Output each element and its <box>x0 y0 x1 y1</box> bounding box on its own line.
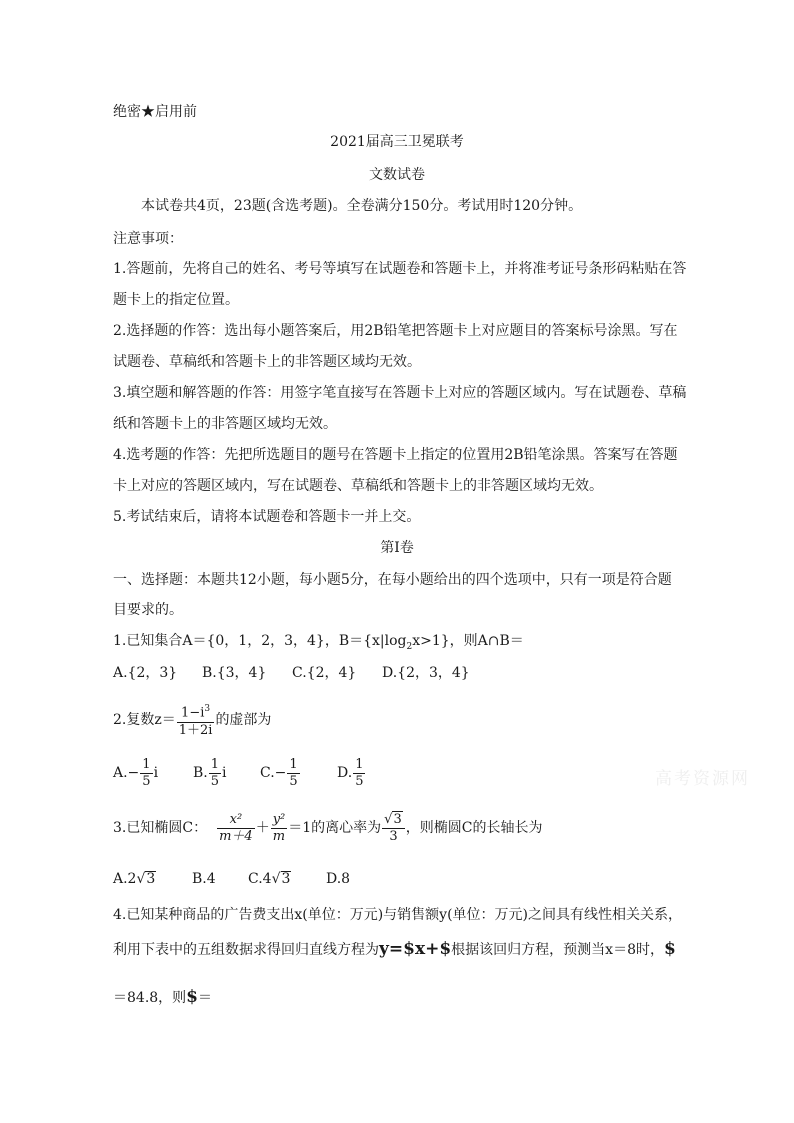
regression-equation-glyph: y=$x+$ <box>379 939 452 959</box>
watermark: 高考资源网 <box>655 769 750 789</box>
q3-c-prefix: C.4 <box>248 871 272 887</box>
q2-a-den: 5 <box>142 773 151 789</box>
note-1-line-1: 1.答题前，先将自己的姓名、考号等填写在试题卷和答题卡上，并将准考证号条形码粘贴在答 <box>113 261 687 277</box>
subject-title: 文数试卷 <box>369 167 425 183</box>
q3-option-a: A.2√3 <box>113 871 156 887</box>
q2-stem-part-a: 2.复数z＝ <box>113 712 176 728</box>
question-1-stem <box>113 632 524 656</box>
exam-intro: 本试卷共4页，23题(含选考题)。全卷满分150分。考试用时120分钟。 <box>141 198 583 214</box>
q2-b-prefix: B. <box>193 765 208 781</box>
q1-option-a: A.{2，3} <box>113 665 178 681</box>
q2-option-b <box>193 754 227 792</box>
q3-plus: ＋ <box>255 820 270 836</box>
q2-a-prefix: A.− <box>113 765 140 781</box>
q1-log-base: 2 <box>406 641 413 652</box>
q4-line-3 <box>113 988 212 1007</box>
q3-stem-part-b: ，则椭圆C的长轴长为 <box>405 820 543 836</box>
b-hat-glyph: $ <box>186 987 199 1007</box>
note-2-line-1: 2.选择题的作答：选出每小题答案后，用2B铅笔把答题卡上对应题目的答案标号涂黑。写在 <box>113 323 678 339</box>
confidential-label: 绝密★启用前 <box>113 104 197 120</box>
q3-c-radicand: 3 <box>281 871 291 887</box>
q3-f2-den: m <box>272 828 286 844</box>
note-1-line-2: 题卡上的指定位置。 <box>113 292 239 308</box>
notes-title: 注意事项： <box>113 231 183 247</box>
q3-fraction-x <box>217 812 255 845</box>
q3-f2-num: y² <box>272 811 286 827</box>
q3-fraction-e: $\frac{√3}{3}$ <box>382 811 405 845</box>
q4-line-1: 4.已知某种商品的广告费支出x(单位：万元)与销售额y(单位：万元)之间具有线性相关关系， <box>113 907 683 923</box>
note-3-line-1: 3.填空题和解答题的作答：用签字笔直接写在答题卡上对应的答题区域内。写在试题卷、草稿 <box>113 385 687 401</box>
q4-line-2-part-a: 利用下表中的五组数据求得回归直线方程为 <box>113 942 379 958</box>
q2-exponent: 3 <box>204 704 211 715</box>
q1-option-b: B.{3，4} <box>202 665 267 681</box>
q4-line-2-part-b: 根据该回归方程，预测当x＝8时， <box>451 942 664 958</box>
q4-line-3-part-a: ＝84.8，则 <box>113 990 187 1006</box>
q2-a-suffix: i <box>153 765 159 781</box>
q2-c-num: 1 <box>289 756 298 772</box>
question-2-stem <box>113 700 271 740</box>
q2-denominator: 1＋2i <box>178 722 213 738</box>
note-2-line-2: 试题卷、草稿纸和答题卡上的非答题区域均无效。 <box>113 354 421 370</box>
q3-stem-part-a: 3.已知椭圆C： <box>113 820 208 836</box>
q2-fraction <box>177 701 215 738</box>
q3-a-prefix: A.2 <box>113 871 137 887</box>
section-desc-line-2: 目要求的。 <box>113 602 183 618</box>
q2-numerator: 1−i <box>181 705 205 721</box>
q1-option-d: D.{2，3，4} <box>382 665 470 681</box>
note-4-line-1: 4.选考题的作答：先把所选题目的题号在答题卡上指定的位置用2B铅笔涂黑。答案写在答题 <box>113 447 678 463</box>
q2-b-den: 5 <box>210 773 220 789</box>
note-3-line-2: 纸和答题卡上的非答题区域均无效。 <box>113 416 337 432</box>
q2-option-d <box>337 754 366 792</box>
note-5: 5.考试结束后，请将本试题卷和答题卡一并上交。 <box>113 509 421 525</box>
q3-f3-radicand: 3 <box>393 812 402 827</box>
question-3-stem <box>113 808 542 848</box>
q2-option-c <box>260 754 301 792</box>
section-title: 第I卷 <box>380 540 414 556</box>
q4-line-3-part-b: ＝ <box>198 990 213 1006</box>
q2-stem-part-b: 的虚部为 <box>215 712 272 728</box>
q2-option-a <box>113 754 158 792</box>
q3-option-d: D.8 <box>326 871 351 887</box>
note-4-line-2: 卡上对应的答题区域内，写在试题卷、草稿纸和答题卡上的非答题区域均无效。 <box>113 478 603 494</box>
q3-a-radicand: 3 <box>146 871 156 887</box>
q1-stem-part-b: x>1}，则A∩B＝ <box>412 633 524 649</box>
q3-option-c: C.4√3 <box>248 871 291 887</box>
q2-b-num: 1 <box>210 756 220 772</box>
q4-line-2 <box>113 940 676 959</box>
q3-eccentricity-text: ＝1的离心率为 <box>288 820 382 836</box>
q2-b-suffix: i <box>222 765 227 781</box>
q2-c-den: 5 <box>289 773 298 789</box>
q2-d-prefix: D. <box>337 765 353 781</box>
q1-option-c: C.{2，4} <box>292 665 357 681</box>
q3-fraction-y <box>271 812 288 845</box>
q3-f3-den: 3 <box>389 829 398 844</box>
q2-c-prefix: C.− <box>260 765 287 781</box>
q2-d-den: 5 <box>355 773 364 789</box>
q2-d-num: 1 <box>355 756 364 772</box>
q3-option-b: B.4 <box>192 871 216 887</box>
y-hat-glyph: $ <box>663 939 676 959</box>
section-desc-line-1: 一、选择题：本题共12小题，每小题5分，在每小题给出的四个选项中，只有一项是符合题 <box>113 572 672 588</box>
q3-f1-den: m＋4 <box>219 828 253 844</box>
q3-f1-num: x² <box>217 812 255 829</box>
exam-title: 2021届高三卫冕联考 <box>330 134 464 150</box>
q2-a-num: 1 <box>142 756 151 772</box>
q1-stem-part-a: 1.已知集合A＝{0，1，2，3，4}，B＝{x|log <box>113 633 407 649</box>
